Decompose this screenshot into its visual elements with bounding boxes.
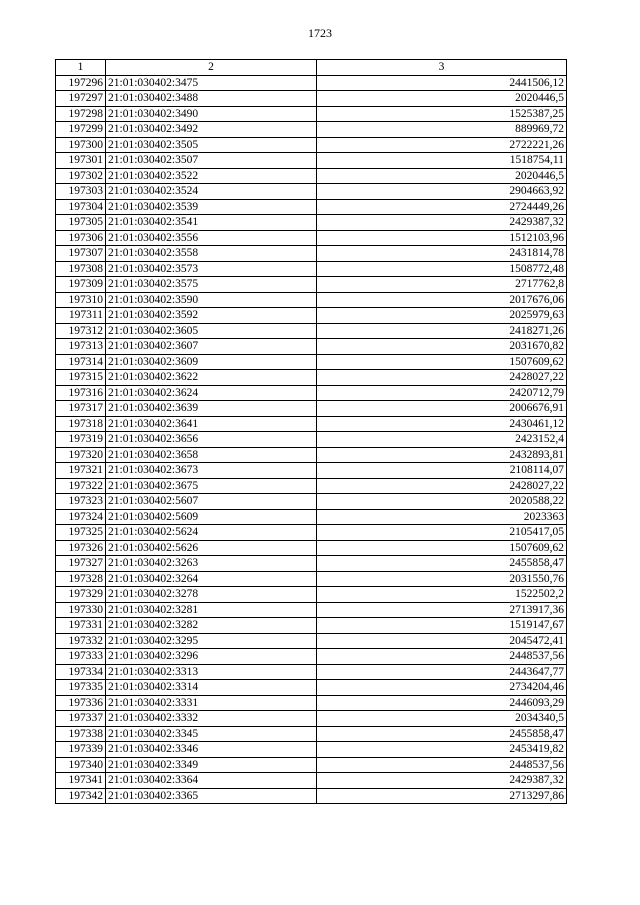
- column-header-2: 2: [106, 60, 317, 76]
- table-row: [56, 292, 567, 308]
- value-cell: 1512103,96: [317, 230, 567, 246]
- value-cell: 2025979,63: [317, 308, 567, 324]
- value-cell: 1508772,48: [317, 261, 567, 277]
- value-cell: 2448537,56: [317, 757, 567, 773]
- table-row: [56, 447, 567, 463]
- row-number-cell: 197319: [56, 432, 106, 448]
- table-row: [56, 401, 567, 417]
- row-number-cell: 197299: [56, 122, 106, 138]
- cadastral-number-cell: 21:01:030402:3507: [106, 153, 317, 169]
- row-number-cell: 197336: [56, 695, 106, 711]
- row-number-cell: 197340: [56, 757, 106, 773]
- value-cell: 2429387,32: [317, 215, 567, 231]
- row-number-cell: 197310: [56, 292, 106, 308]
- cadastral-number-cell: 21:01:030402:5624: [106, 525, 317, 541]
- row-number-cell: 197312: [56, 323, 106, 339]
- row-number-cell: 197341: [56, 773, 106, 789]
- row-number-cell: 197325: [56, 525, 106, 541]
- cadastral-number-cell: 21:01:030402:3592: [106, 308, 317, 324]
- table-row: [56, 602, 567, 618]
- table-row: [56, 633, 567, 649]
- table-row: [56, 571, 567, 587]
- table-row: [56, 757, 567, 773]
- value-cell: 1518754,11: [317, 153, 567, 169]
- table-body: [56, 75, 567, 804]
- value-cell: 1522502,2: [317, 587, 567, 603]
- data-table: [55, 59, 567, 804]
- cadastral-number-cell: 21:01:030402:3345: [106, 726, 317, 742]
- value-cell: 2420712,79: [317, 385, 567, 401]
- value-cell: 2034340,5: [317, 711, 567, 727]
- value-cell: 2441506,12: [317, 75, 567, 91]
- value-cell: 2105417,05: [317, 525, 567, 541]
- table-row: [56, 587, 567, 603]
- row-number-cell: 197339: [56, 742, 106, 758]
- value-cell: 1507609,62: [317, 354, 567, 370]
- row-number-cell: 197320: [56, 447, 106, 463]
- table-row: [56, 478, 567, 494]
- value-cell: 2904663,92: [317, 184, 567, 200]
- cadastral-number-cell: 21:01:030402:3349: [106, 757, 317, 773]
- row-number-cell: 197324: [56, 509, 106, 525]
- cadastral-number-cell: 21:01:030402:3505: [106, 137, 317, 153]
- cadastral-number-cell: 21:01:030402:3314: [106, 680, 317, 696]
- value-cell: 2428027,22: [317, 370, 567, 386]
- value-cell: 1519147,67: [317, 618, 567, 634]
- value-cell: 2453419,82: [317, 742, 567, 758]
- cadastral-number-cell: 21:01:030402:3539: [106, 199, 317, 215]
- value-cell: 2428027,22: [317, 478, 567, 494]
- table-row: [56, 680, 567, 696]
- table-row: [56, 540, 567, 556]
- table-row: [56, 122, 567, 138]
- row-number-cell: 197332: [56, 633, 106, 649]
- cadastral-number-cell: 21:01:030402:3282: [106, 618, 317, 634]
- table-row: [56, 463, 567, 479]
- value-cell: 2443647,77: [317, 664, 567, 680]
- table-row: [56, 199, 567, 215]
- row-number-cell: 197333: [56, 649, 106, 665]
- row-number-cell: 197321: [56, 463, 106, 479]
- row-number-cell: 197306: [56, 230, 106, 246]
- cadastral-number-cell: 21:01:030402:3675: [106, 478, 317, 494]
- page-number: 1723: [308, 26, 332, 40]
- cadastral-number-cell: 21:01:030402:3656: [106, 432, 317, 448]
- value-cell: 2713297,86: [317, 788, 567, 804]
- cadastral-number-cell: 21:01:030402:3281: [106, 602, 317, 618]
- value-cell: 2006676,91: [317, 401, 567, 417]
- row-number-cell: 197302: [56, 168, 106, 184]
- cadastral-number-cell: 21:01:030402:3263: [106, 556, 317, 572]
- cadastral-number-cell: 21:01:030402:3541: [106, 215, 317, 231]
- row-number-cell: 197300: [56, 137, 106, 153]
- cadastral-number-cell: 21:01:030402:3673: [106, 463, 317, 479]
- cadastral-number-cell: 21:01:030402:3658: [106, 447, 317, 463]
- value-cell: 2734204,46: [317, 680, 567, 696]
- table-row: [56, 370, 567, 386]
- row-number-cell: 197305: [56, 215, 106, 231]
- table-row: [56, 726, 567, 742]
- cadastral-number-cell: 21:01:030402:3590: [106, 292, 317, 308]
- table-row: [56, 432, 567, 448]
- table-row: [56, 525, 567, 541]
- row-number-cell: 197307: [56, 246, 106, 262]
- row-number-cell: 197322: [56, 478, 106, 494]
- column-header-1: 1: [56, 60, 106, 76]
- cadastral-number-cell: 21:01:030402:3331: [106, 695, 317, 711]
- cadastral-number-cell: 21:01:030402:3475: [106, 75, 317, 91]
- cadastral-number-cell: 21:01:030402:3558: [106, 246, 317, 262]
- row-number-cell: 197315: [56, 370, 106, 386]
- value-cell: 2031670,82: [317, 339, 567, 355]
- value-cell: 2020446,5: [317, 168, 567, 184]
- row-number-cell: 197326: [56, 540, 106, 556]
- value-cell: 2020446,5: [317, 91, 567, 107]
- row-number-cell: 197309: [56, 277, 106, 293]
- cadastral-number-cell: 21:01:030402:3488: [106, 91, 317, 107]
- value-cell: 2108114,07: [317, 463, 567, 479]
- cadastral-number-cell: 21:01:030402:3522: [106, 168, 317, 184]
- value-cell: 2432893,81: [317, 447, 567, 463]
- cadastral-number-cell: 21:01:030402:3313: [106, 664, 317, 680]
- table-row: [56, 323, 567, 339]
- cadastral-number-cell: 21:01:030402:3364: [106, 773, 317, 789]
- table-row: [56, 416, 567, 432]
- value-cell: 2722221,26: [317, 137, 567, 153]
- value-cell: 2448537,56: [317, 649, 567, 665]
- value-cell: 2418271,26: [317, 323, 567, 339]
- table-row: [56, 385, 567, 401]
- table-row: [56, 106, 567, 122]
- value-cell: 889969,72: [317, 122, 567, 138]
- row-number-cell: 197327: [56, 556, 106, 572]
- table-row: [56, 168, 567, 184]
- table-row: [56, 215, 567, 231]
- value-cell: 1507609,62: [317, 540, 567, 556]
- table-row: [56, 91, 567, 107]
- table-row: [56, 788, 567, 804]
- cadastral-number-cell: 21:01:030402:3641: [106, 416, 317, 432]
- table-row: [56, 773, 567, 789]
- row-number-cell: 197330: [56, 602, 106, 618]
- value-cell: 2020588,22: [317, 494, 567, 510]
- row-number-cell: 197313: [56, 339, 106, 355]
- cadastral-number-cell: 21:01:030402:3609: [106, 354, 317, 370]
- cadastral-number-cell: 21:01:030402:3295: [106, 633, 317, 649]
- row-number-cell: 197335: [56, 680, 106, 696]
- row-number-cell: 197296: [56, 75, 106, 91]
- cadastral-number-cell: 21:01:030402:5609: [106, 509, 317, 525]
- value-cell: 2717762,8: [317, 277, 567, 293]
- row-number-cell: 197314: [56, 354, 106, 370]
- row-number-cell: 197311: [56, 308, 106, 324]
- cadastral-number-cell: 21:01:030402:3490: [106, 106, 317, 122]
- cadastral-number-cell: 21:01:030402:3332: [106, 711, 317, 727]
- value-cell: 2431814,78: [317, 246, 567, 262]
- cadastral-number-cell: 21:01:030402:3365: [106, 788, 317, 804]
- table-row: [56, 261, 567, 277]
- cadastral-number-cell: 21:01:030402:3296: [106, 649, 317, 665]
- table-row: [56, 711, 567, 727]
- row-number-cell: 197323: [56, 494, 106, 510]
- table-row: [56, 649, 567, 665]
- cadastral-number-cell: 21:01:030402:3573: [106, 261, 317, 277]
- table-row: [56, 246, 567, 262]
- table-row: [56, 137, 567, 153]
- value-cell: 2430461,12: [317, 416, 567, 432]
- table-row: [56, 339, 567, 355]
- table-row: [56, 742, 567, 758]
- row-number-cell: 197318: [56, 416, 106, 432]
- row-number-cell: 197338: [56, 726, 106, 742]
- cadastral-number-cell: 21:01:030402:3556: [106, 230, 317, 246]
- value-cell: 2455858,47: [317, 556, 567, 572]
- value-cell: 2017676,06: [317, 292, 567, 308]
- row-number-cell: 197337: [56, 711, 106, 727]
- table-row: [56, 509, 567, 525]
- row-number-cell: 197304: [56, 199, 106, 215]
- value-cell: 2713917,36: [317, 602, 567, 618]
- row-number-cell: 197334: [56, 664, 106, 680]
- column-header-3: 3: [317, 60, 567, 76]
- cadastral-number-cell: 21:01:030402:3624: [106, 385, 317, 401]
- row-number-cell: 197316: [56, 385, 106, 401]
- row-number-cell: 197301: [56, 153, 106, 169]
- table-row: [56, 184, 567, 200]
- cadastral-number-cell: 21:01:030402:3622: [106, 370, 317, 386]
- cadastral-number-cell: 21:01:030402:3524: [106, 184, 317, 200]
- table-row: [56, 664, 567, 680]
- row-number-cell: 197303: [56, 184, 106, 200]
- cadastral-number-cell: 21:01:030402:3492: [106, 122, 317, 138]
- cadastral-number-cell: 21:01:030402:3278: [106, 587, 317, 603]
- table-row: [56, 695, 567, 711]
- cadastral-number-cell: 21:01:030402:3607: [106, 339, 317, 355]
- table-header-row: [56, 60, 567, 76]
- table-row: [56, 230, 567, 246]
- value-cell: 2455858,47: [317, 726, 567, 742]
- table-row: [56, 75, 567, 91]
- row-number-cell: 197328: [56, 571, 106, 587]
- value-cell: 2023363: [317, 509, 567, 525]
- cadastral-number-cell: 21:01:030402:3346: [106, 742, 317, 758]
- value-cell: 1525387,25: [317, 106, 567, 122]
- row-number-cell: 197329: [56, 587, 106, 603]
- cadastral-number-cell: 21:01:030402:5607: [106, 494, 317, 510]
- cadastral-number-cell: 21:01:030402:5626: [106, 540, 317, 556]
- cadastral-number-cell: 21:01:030402:3264: [106, 571, 317, 587]
- row-number-cell: 197342: [56, 788, 106, 804]
- cadastral-number-cell: 21:01:030402:3605: [106, 323, 317, 339]
- row-number-cell: 197317: [56, 401, 106, 417]
- row-number-cell: 197331: [56, 618, 106, 634]
- row-number-cell: 197308: [56, 261, 106, 277]
- value-cell: 2446093,29: [317, 695, 567, 711]
- value-cell: 2429387,32: [317, 773, 567, 789]
- cadastral-number-cell: 21:01:030402:3575: [106, 277, 317, 293]
- cadastral-number-cell: 21:01:030402:3639: [106, 401, 317, 417]
- value-cell: 2031550,76: [317, 571, 567, 587]
- table-row: [56, 153, 567, 169]
- row-number-cell: 197297: [56, 91, 106, 107]
- value-cell: 2423152,4: [317, 432, 567, 448]
- value-cell: 2045472,41: [317, 633, 567, 649]
- table-row: [56, 494, 567, 510]
- table-row: [56, 618, 567, 634]
- table-row: [56, 308, 567, 324]
- table-row: [56, 277, 567, 293]
- row-number-cell: 197298: [56, 106, 106, 122]
- table-row: [56, 556, 567, 572]
- value-cell: 2724449,26: [317, 199, 567, 215]
- table-row: [56, 354, 567, 370]
